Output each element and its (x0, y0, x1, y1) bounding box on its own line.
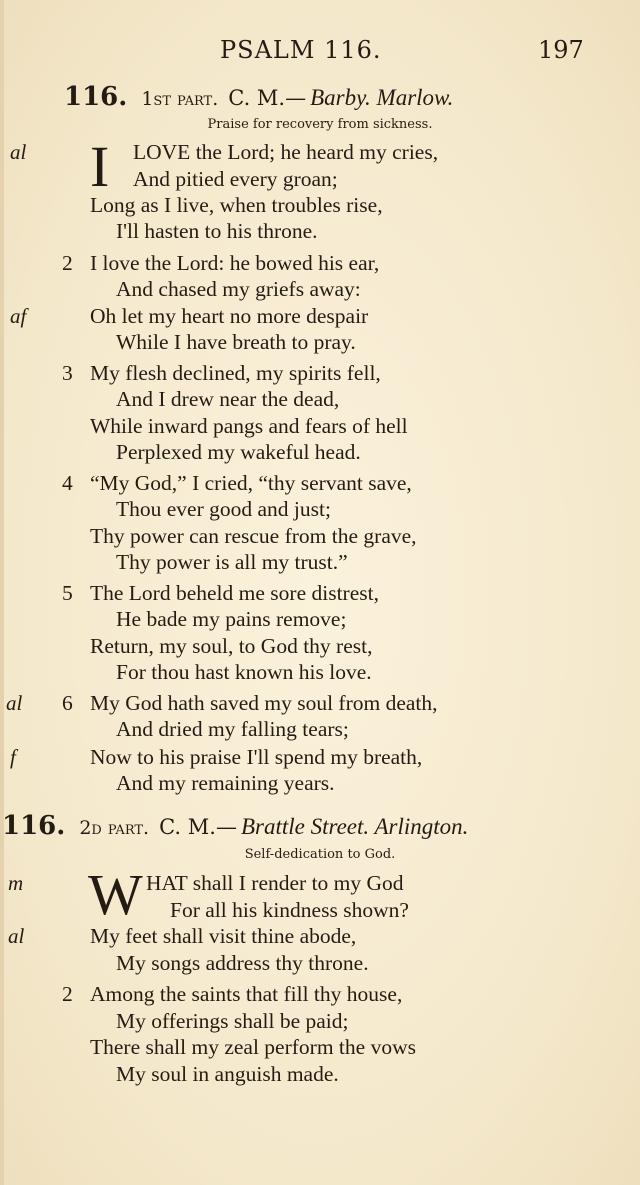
hymn-number: 116. (2, 811, 66, 841)
dynamic-mark: al (6, 691, 23, 715)
hymn-line: My feet shall visit thine abode, (90, 924, 357, 948)
hymn-line: HAT shall I render to my God (146, 871, 404, 895)
hymn-line: While inward pangs and fears of hell (90, 414, 408, 438)
hymn-line: “My God,” I cried, “thy servant save, (90, 471, 412, 495)
hymn-header-2 (2, 811, 468, 841)
dynamic-mark: m (8, 871, 24, 895)
hymn-line: My offerings shall be paid; (116, 1009, 349, 1033)
hymn-line: He bade my pains remove; (116, 607, 347, 631)
verse-number: 2 (62, 982, 73, 1006)
verse-number: 5 (62, 581, 73, 605)
hymn-line: There shall my zeal perform the vows (90, 1035, 416, 1059)
hymn-tunes: Barby. Marlow. (310, 85, 454, 110)
hymn-line: LOVE the Lord; he heard my cries, (133, 140, 439, 164)
hymn-line: Return, my soul, to God thy rest, (90, 634, 373, 658)
hymn-subtitle-2: Self-dedication to God. (244, 847, 396, 862)
hymn-meter: C. M.— (159, 815, 237, 839)
hymn-line: My songs address thy throne. (116, 951, 369, 975)
verse-number: 4 (62, 471, 73, 495)
hymn-line: Among the saints that fill thy house, (90, 982, 403, 1006)
hymn-line: Thy power is all my trust.” (116, 550, 348, 574)
hymn-line: Now to his praise I'll spend my breath, (90, 745, 423, 769)
running-title: PSALM 116. (220, 36, 382, 64)
hymn-line: And my remaining years. (116, 771, 335, 795)
dynamic-mark: af (10, 304, 27, 328)
verse-number: 2 (62, 251, 73, 275)
verse-number: 6 (62, 691, 73, 715)
hymn-line: For all his kindness shown? (170, 898, 409, 922)
hymn-part: 2d part. (79, 817, 150, 839)
hymn-line: I love the Lord: he bowed his ear, (90, 251, 380, 275)
hymn-part: 1st part. (141, 88, 219, 110)
hymn-tunes: Brattle Street. Arlington. (240, 814, 469, 839)
drop-cap: I (90, 134, 110, 199)
hymn-line: For thou hast known his love. (116, 660, 372, 684)
hymn-line: Perplexed my wakeful head. (116, 440, 361, 464)
hymn-line: And dried my falling tears; (116, 717, 349, 741)
hymn-subtitle-1: Praise for recovery from sickness. (207, 117, 433, 132)
hymn-line: Oh let my heart no more despair (90, 304, 369, 328)
page-edge (0, 0, 4, 1185)
page-number: 197 (538, 36, 584, 64)
hymn-line: And pitied every groan; (133, 167, 338, 191)
hymn-line: The Lord beheld me sore distrest, (90, 581, 379, 605)
hymn-number: 116. (64, 82, 128, 112)
drop-cap: W (88, 862, 143, 927)
hymn-header-1 (64, 82, 453, 112)
verse-number: 3 (62, 361, 73, 385)
hymn-line: My flesh declined, my spirits fell, (90, 361, 381, 385)
dynamic-mark: al (10, 140, 27, 164)
hymn-line: Thy power can rescue from the grave, (90, 524, 417, 548)
running-head (0, 36, 640, 66)
hymn-line: My soul in anguish made. (116, 1062, 339, 1086)
hymn-line: And I drew near the dead, (116, 387, 340, 411)
hymn-line: While I have breath to pray. (116, 330, 356, 354)
hymn-meter: C. M.— (228, 86, 307, 110)
hymn-line: Thou ever good and just; (116, 497, 331, 521)
hymn-line: My God hath saved my soul from death, (90, 691, 438, 715)
dynamic-mark: al (8, 924, 25, 948)
hymn-line: Long as I live, when troubles rise, (90, 193, 383, 217)
hymn-line: I'll hasten to his throne. (116, 219, 318, 243)
dynamic-mark: f (10, 745, 16, 769)
hymn-line: And chased my griefs away: (116, 277, 361, 301)
